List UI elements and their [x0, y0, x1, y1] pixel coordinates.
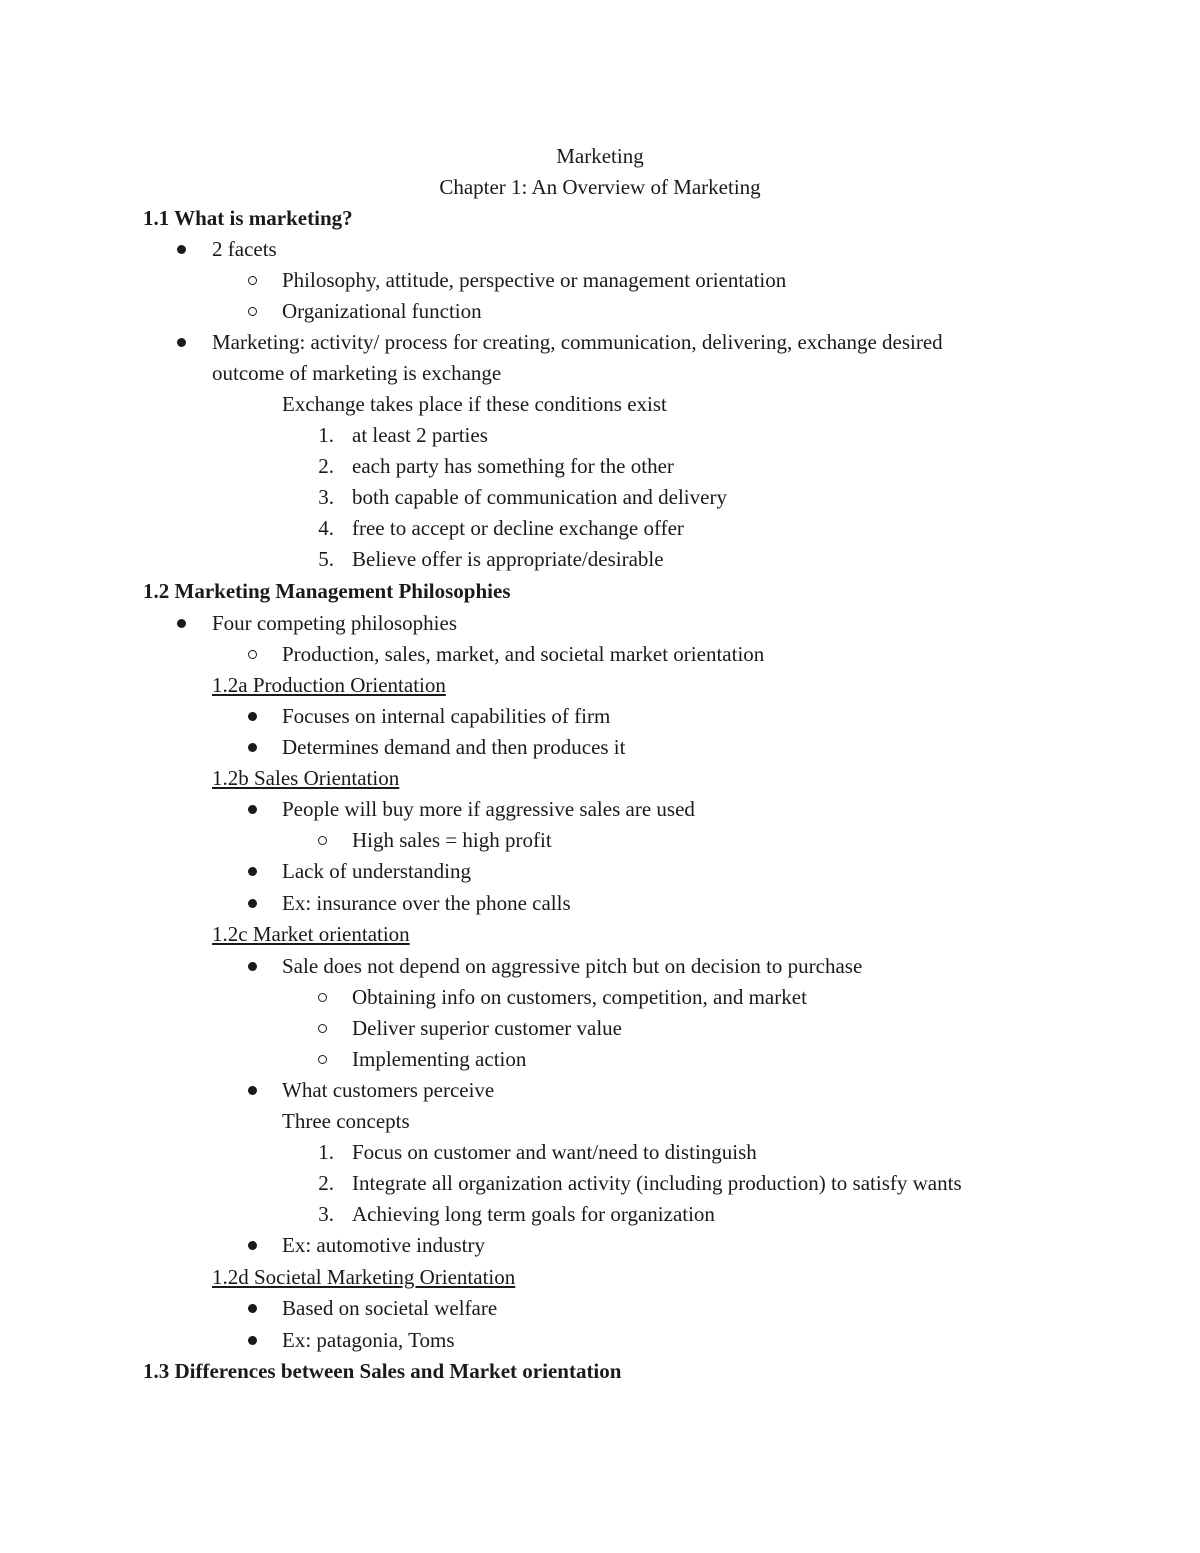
circle-bullet-icon: [248, 307, 257, 316]
list-item: Implementing action: [352, 1047, 527, 1071]
list-item: Organizational function: [282, 299, 482, 323]
list-item: Deliver superior customer value: [352, 1016, 622, 1040]
numbered-item: Achieving long term goals for organization: [352, 1202, 715, 1226]
list-number: 5.: [318, 547, 334, 571]
bullet-icon: [177, 338, 186, 347]
list-item-continuation: outcome of marketing is exchange: [212, 361, 502, 385]
list-item: Four competing philosophies: [212, 611, 457, 635]
bullet-icon: [248, 962, 257, 971]
numbered-item: both capable of communication and delivery: [352, 485, 727, 509]
numbered-item: Focus on customer and want/need to distinguish: [352, 1140, 757, 1164]
bullet-icon: [248, 899, 257, 908]
chapter-title: Chapter 1: An Overview of Marketing: [439, 175, 761, 199]
bullet-icon: [248, 1336, 257, 1345]
bullet-icon: [248, 1241, 257, 1250]
section-heading-1-3: 1.3 Differences between Sales and Market orientation: [143, 1359, 622, 1383]
list-number: 3.: [318, 485, 334, 509]
list-item: Ex: insurance over the phone calls: [282, 891, 571, 915]
list-item: Determines demand and then produces it: [282, 735, 626, 759]
subsection-heading-1-2d: 1.2d Societal Marketing Orientation: [212, 1265, 516, 1289]
circle-bullet-icon: [318, 1055, 327, 1064]
document-title: Marketing: [556, 144, 644, 168]
circle-bullet-icon: [318, 993, 327, 1002]
circle-bullet-icon: [318, 1024, 327, 1033]
numbered-item: at least 2 parties: [352, 423, 488, 447]
bullet-icon: [177, 619, 186, 628]
bullet-icon: [248, 1086, 257, 1095]
list-item: Based on societal welfare: [282, 1296, 498, 1320]
bullet-icon: [248, 1304, 257, 1313]
list-item: High sales = high profit: [352, 828, 552, 852]
bullet-icon: [248, 743, 257, 752]
section-heading-1-2: 1.2 Marketing Management Philosophies: [143, 579, 511, 603]
circle-bullet-icon: [318, 836, 327, 845]
list-item: Production, sales, market, and societal market orientation: [282, 642, 765, 666]
numbered-item: free to accept or decline exchange offer: [352, 516, 684, 540]
list-number: 1.: [318, 423, 334, 447]
conditions-intro: Exchange takes place if these conditions exist: [282, 392, 667, 416]
list-number: 4.: [318, 516, 334, 540]
subsection-heading-1-2b: 1.2b Sales Orientation: [212, 766, 400, 790]
bullet-icon: [248, 805, 257, 814]
circle-bullet-icon: [248, 650, 257, 659]
list-number: 2.: [318, 1171, 334, 1195]
list-item: Obtaining info on customers, competition, and market: [352, 985, 807, 1009]
bullet-icon: [177, 245, 186, 254]
subsection-heading-1-2a: 1.2a Production Orientation: [212, 673, 446, 697]
list-number: 3.: [318, 1202, 334, 1226]
list-number: 1.: [318, 1140, 334, 1164]
circle-bullet-icon: [248, 276, 257, 285]
list-item: Focuses on internal capabilities of firm: [282, 704, 611, 728]
numbered-item: Believe offer is appropriate/desirable: [352, 547, 664, 571]
list-item: 2 facets: [212, 237, 277, 261]
numbered-item: each party has something for the other: [352, 454, 674, 478]
list-number: 2.: [318, 454, 334, 478]
list-item: People will buy more if aggressive sales are used: [282, 797, 695, 821]
numbered-item: Integrate all organization activity (including production) to satisfy wants: [352, 1171, 962, 1195]
list-item: Ex: automotive industry: [282, 1233, 485, 1257]
bullet-icon: [248, 867, 257, 876]
list-item: Ex: patagonia, Toms: [282, 1328, 455, 1352]
bullet-icon: [248, 712, 257, 721]
subsection-heading-1-2c: 1.2c Market orientation: [212, 922, 410, 946]
list-item: Marketing: activity/ process for creating, communication, delivering, exchange desired: [212, 330, 943, 354]
list-item: Sale does not depend on aggressive pitch but on decision to purchase: [282, 954, 863, 978]
section-heading-1-1: 1.1 What is marketing?: [143, 206, 353, 230]
list-item: What customers perceive: [282, 1078, 495, 1102]
list-item: Lack of understanding: [282, 859, 471, 883]
list-item: Philosophy, attitude, perspective or management orientation: [282, 268, 787, 292]
concepts-intro: Three concepts: [282, 1109, 410, 1133]
